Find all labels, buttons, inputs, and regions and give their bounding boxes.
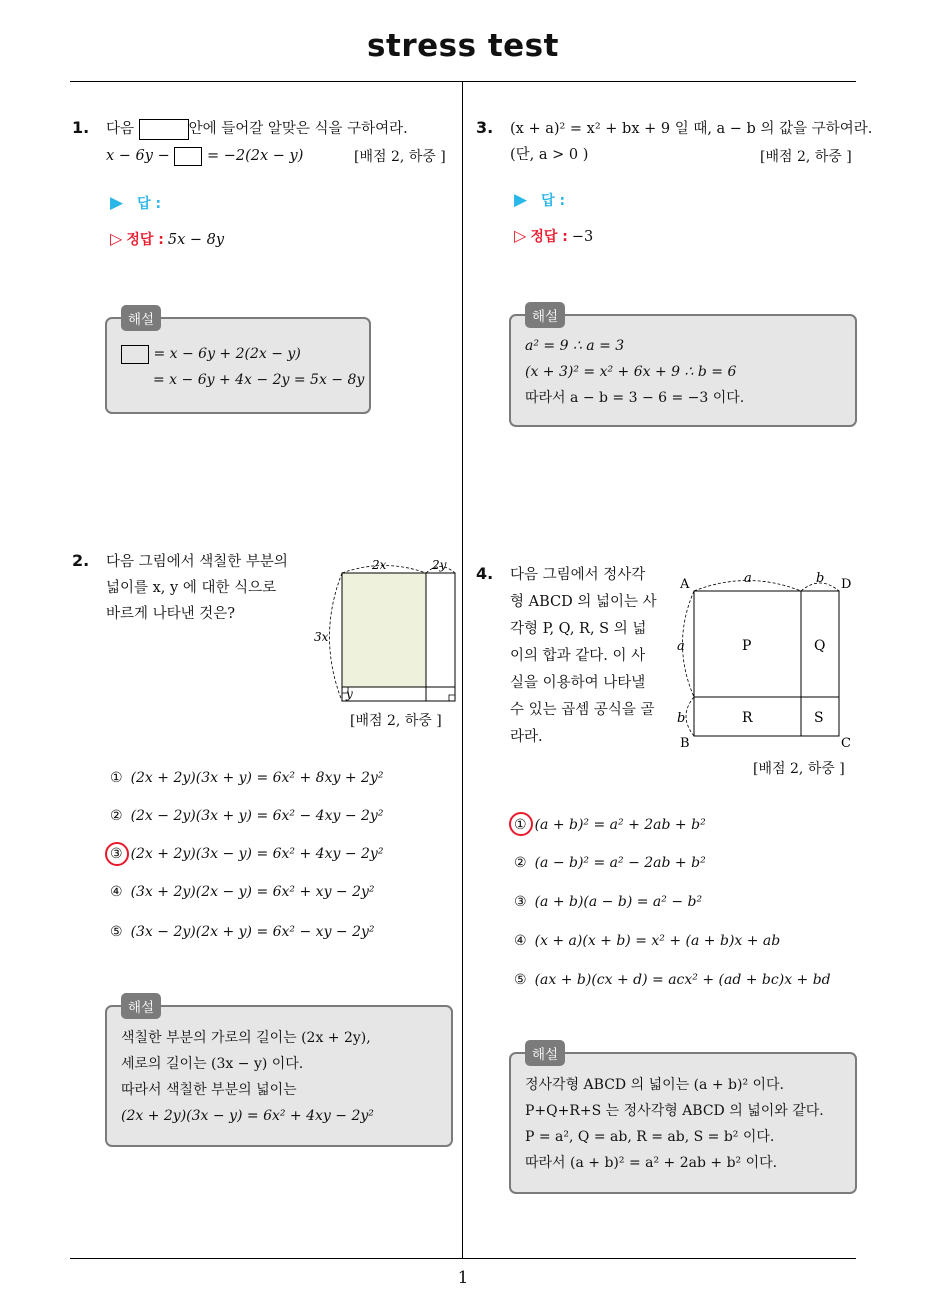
q3-explanation-box: [509, 309, 857, 427]
q4-text-line: 이의 합과 같다. 이 사: [510, 648, 646, 664]
q3-correct-label: 정답 :: [530, 229, 568, 245]
option-marker: ⑤: [110, 924, 123, 940]
q4-option-5[interactable]: [514, 972, 831, 988]
q4-option-2[interactable]: [514, 855, 706, 871]
q1-prompt: [106, 116, 408, 142]
option-expr: (x + a)(x + b) = x² + (a + b)x + ab: [534, 933, 781, 949]
option-expr: (ax + b)(cx + d) = acx² + (ad + bc)x + bd: [534, 972, 831, 988]
q4-prompt: [510, 562, 657, 751]
q1-correct-value: 5x − 8y: [167, 232, 225, 248]
q2-number: 2.: [72, 551, 90, 570]
q4-option-3[interactable]: [514, 894, 702, 910]
q2-figure: [305, 552, 465, 712]
q1-expl-blank: [121, 345, 149, 364]
q4-score: [배점 2, 하중 ]: [753, 761, 845, 777]
q3-score: [배점 2, 하중 ]: [760, 149, 852, 165]
q4-text-line: 라라.: [510, 729, 543, 745]
q1-answer: [110, 193, 161, 213]
q2-text-line: 다음 그림에서 색칠한 부분의: [106, 554, 288, 570]
q2-selected-circle: [105, 842, 129, 866]
q4-expl-line: 정사각형 ABCD 의 넓이는 (a + b)² 이다.: [525, 1077, 785, 1093]
q4-text-line: 각형 P, Q, R, S 의 넓: [510, 621, 647, 637]
q2-shaded-region: [342, 573, 426, 687]
q1-text-before: 다음: [106, 121, 135, 137]
q1-explanation-label: 해설: [121, 305, 161, 331]
q2-brace-3x: [330, 573, 343, 701]
q1-text-after: 안에 들어갈 알맞은 식을 구하여라.: [188, 121, 408, 137]
q1-explanation-box: [105, 312, 371, 414]
q4-option-4[interactable]: [514, 933, 780, 949]
q2-explanation-box: [105, 1000, 453, 1147]
footer-rule: [70, 1258, 856, 1259]
q3-explanation-label: 해설: [525, 302, 565, 328]
q4-brace-left-b: [686, 697, 694, 736]
q1-blank-box: [139, 119, 189, 140]
q2-expl-line: 색칠한 부분의 가로의 길이는 (2x + 2y),: [121, 1030, 371, 1046]
option-marker: ②: [110, 808, 123, 824]
q3-correct: [514, 226, 593, 246]
q2-option-2[interactable]: [110, 808, 383, 824]
q4-expl-line: P+Q+R+S 는 정사각형 ABCD 의 넓이와 같다.: [525, 1103, 824, 1119]
correct-triangle-icon: ▷: [514, 226, 527, 245]
q3-expl-line: a² = 9 ∴ a = 3: [525, 338, 625, 354]
q1-score: [배점 2, 하중 ]: [354, 149, 446, 165]
q4-explanation-body: [525, 1072, 824, 1176]
page-title: stress test: [367, 28, 559, 64]
q2-text-line: 바르게 나타낸 것은?: [106, 606, 236, 622]
option-expr: (a + b)(a − b) = a² − b²: [534, 894, 703, 910]
option-expr: (3x − 2y)(2x + y) = 6x² − xy − 2y²: [130, 924, 375, 940]
q4-region-r: R: [742, 710, 753, 726]
q4-expl-line: P = a², Q = ab, R = ab, S = b² 이다.: [525, 1129, 775, 1145]
option-expr: (a + b)² = a² + 2ab + b²: [534, 817, 706, 833]
q2-right-angle-mark: [449, 695, 455, 701]
q2-label-2x: 2x: [372, 558, 387, 572]
q1-equation: [106, 143, 303, 169]
q3-line2: (단, a > 0 ): [510, 147, 589, 163]
q2-option-1[interactable]: [110, 770, 383, 786]
option-expr: (2x + 2y)(3x + y) = 6x² + 8xy + 2y²: [130, 770, 384, 786]
q1-correct: [110, 229, 224, 249]
q4-vertex-d: D: [841, 577, 852, 592]
q3-line1: (x + a)² = x² + bx + 9 일 때, a − b 의 값을 구하여라.: [510, 121, 873, 137]
q1-eq-left: x − 6y −: [106, 148, 170, 164]
q2-label-y: y: [346, 687, 353, 701]
q4-explanation-label: 해설: [525, 1040, 565, 1066]
q4-label-top-a: a: [744, 571, 752, 586]
option-marker: ④: [514, 933, 527, 949]
option-marker: ④: [110, 884, 123, 900]
q1-correct-label: 정답 :: [126, 232, 164, 248]
q2-score: [배점 2, 하중 ]: [350, 713, 442, 729]
q4-number: 4.: [476, 564, 494, 583]
q4-vertex-a: A: [680, 577, 690, 592]
q4-label-left-a: a: [677, 639, 685, 654]
q2-explanation-label: 해설: [121, 993, 161, 1019]
q4-label-top-b: b: [816, 571, 825, 586]
q4-region-p: P: [742, 638, 752, 654]
q2-expl-line: (2x + 2y)(3x − y) = 6x² + 4xy − 2y²: [121, 1108, 374, 1124]
answer-triangle-icon: ▶: [110, 193, 124, 213]
option-expr: (a − b)² = a² − 2ab + b²: [534, 855, 706, 871]
q1-number: 1.: [72, 118, 90, 137]
q3-answer-label: 답 :: [541, 193, 566, 209]
q4-vertex-b: B: [680, 736, 690, 751]
q4-text-line: 수 있는 곱셈 공식을 골: [510, 702, 655, 718]
q2-option-5[interactable]: [110, 924, 375, 940]
q4-text-line: 형 ABCD 의 넓이는 사: [510, 594, 657, 610]
correct-triangle-icon: ▷: [110, 229, 123, 248]
header-rule: [70, 81, 856, 82]
option-marker: ①: [110, 770, 123, 786]
q3-explanation-body: [525, 333, 744, 411]
q1-eq-blank: [174, 147, 202, 166]
q1-answer-label: 답 :: [137, 196, 162, 212]
option-expr: (2x + 2y)(3x − y) = 6x² + 4xy − 2y²: [130, 846, 384, 862]
q4-selected-circle: [509, 812, 533, 836]
q3-expl-line: (x + 3)² = x² + 6x + 9 ∴ b = 6: [525, 364, 737, 380]
option-marker: ③: [110, 846, 123, 862]
q3-expl-line: 따라서 a − b = 3 − 6 = −3 이다.: [525, 390, 745, 406]
q1-explanation-body: [121, 341, 364, 393]
q2-text-line: 넓이를 x, y 에 대한 식으로: [106, 580, 277, 596]
q1-eq-right: = −2(2x − y): [206, 148, 304, 164]
q2-expl-line: 세로의 길이는 (3x − y) 이다.: [121, 1056, 304, 1072]
q4-region-q: Q: [814, 638, 826, 654]
q4-vertex-c: C: [841, 736, 851, 751]
q1-expl-line2: = x − 6y + 4x − 2y = 5x − 8y: [153, 372, 365, 388]
q2-option-4[interactable]: [110, 884, 375, 900]
q4-explanation-box: [509, 1047, 857, 1194]
q4-option-1[interactable]: [514, 817, 706, 833]
page-number: 1: [457, 1268, 469, 1288]
option-expr: (2x − 2y)(3x + y) = 6x² − 4xy − 2y²: [130, 808, 384, 824]
q2-option-3[interactable]: [110, 846, 383, 862]
q4-label-left-b: b: [677, 711, 686, 726]
option-marker: ⑤: [514, 972, 527, 988]
q2-label-2y: 2y: [432, 558, 447, 572]
q3-correct-value: −3: [571, 229, 594, 245]
option-marker: ③: [514, 894, 527, 910]
q2-expl-line: 따라서 색칠한 부분의 넓이는: [121, 1082, 297, 1098]
q4-figure: [668, 565, 863, 755]
q3-answer: [514, 190, 565, 210]
q4-text-line: 다음 그림에서 정사각: [510, 567, 646, 583]
option-expr: (3x + 2y)(2x − y) = 6x² + xy − 2y²: [130, 884, 375, 900]
option-marker: ②: [514, 855, 527, 871]
q4-expl-line: 따라서 (a + b)² = a² + 2ab + b² 이다.: [525, 1155, 778, 1171]
q1-expl-line1: = x − 6y + 2(2x − y): [153, 346, 301, 362]
q2-label-3x: 3x: [314, 630, 329, 644]
q3-number: 3.: [476, 118, 494, 137]
option-marker: ①: [514, 817, 527, 833]
q4-region-s: S: [814, 710, 824, 726]
answer-triangle-icon: ▶: [514, 190, 528, 210]
q2-prompt: [106, 549, 288, 627]
q4-text-line: 실을 이용하여 나타낼: [510, 675, 646, 691]
q2-explanation-body: [121, 1025, 374, 1129]
